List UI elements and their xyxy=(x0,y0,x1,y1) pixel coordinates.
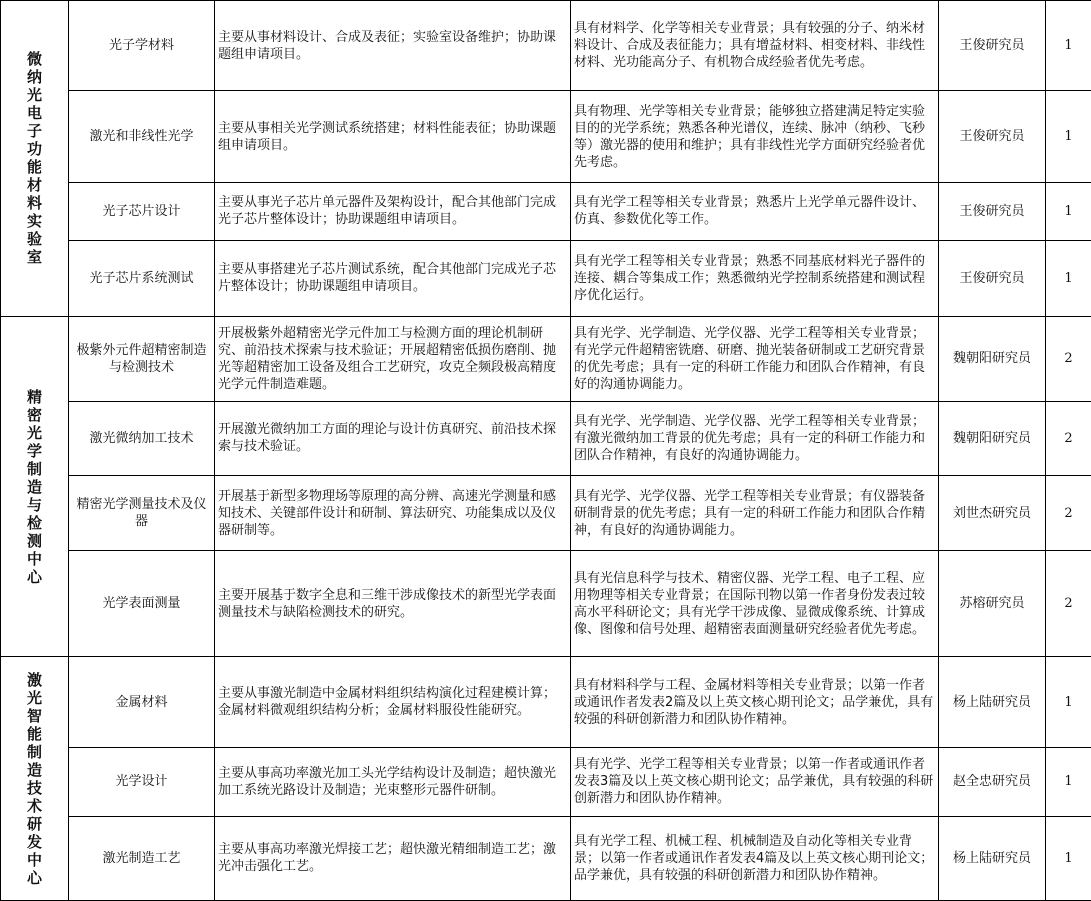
mentor-cell: 王俊研究员 xyxy=(939,91,1046,183)
headcount-cell: 2 xyxy=(1046,401,1091,475)
mentor-cell: 苏榕研究员 xyxy=(939,551,1046,657)
mentor-cell: 赵全忠研究员 xyxy=(939,747,1046,816)
headcount-cell: 1 xyxy=(1046,183,1091,240)
requirements-cell: 具有光学、光学仪器、光学工程等相关专业背景；有仪器装备研制背景的优先考虑；具有一定的科研工作能力和团队合作精神，有良好的沟通协调能力。 xyxy=(571,476,939,551)
table-row xyxy=(1,1,1091,91)
position-cell: 光学表面测量 xyxy=(69,551,215,657)
mentor-cell: 魏朝阳研究员 xyxy=(939,401,1046,475)
headcount-cell: 2 xyxy=(1046,316,1091,401)
position-cell: 光子芯片系统测试 xyxy=(69,240,215,316)
table-row xyxy=(1,91,1091,183)
headcount-cell: 1 xyxy=(1046,91,1091,183)
mentor-cell: 王俊研究员 xyxy=(939,183,1046,240)
position-cell: 激光和非线性光学 xyxy=(69,91,215,183)
headcount-cell: 1 xyxy=(1046,240,1091,316)
duties-cell: 主要从事材料设计、合成及表征；实验室设备维护；协助课题组申请项目。 xyxy=(215,1,571,91)
duties-cell: 开展基于新型多物理场等原理的高分辨、高速光学测量和感知技术、关键部件设计和研制、算法研究、功能集成以及仪器研制等。 xyxy=(215,476,571,551)
position-cell: 金属材料 xyxy=(69,657,215,747)
table-row xyxy=(1,240,1091,316)
department-cell xyxy=(1,1,69,317)
table-row xyxy=(1,551,1091,657)
duties-cell: 主要从事激光制造中金属材料组织结构演化过程建模计算；金属材料微观组织结构分析；金属材料服役性能研究。 xyxy=(215,657,571,747)
headcount-cell: 1 xyxy=(1046,816,1091,900)
position-cell: 光子学材料 xyxy=(69,1,215,91)
headcount-cell: 2 xyxy=(1046,551,1091,657)
mentor-cell: 杨上陆研究员 xyxy=(939,657,1046,747)
requirements-cell: 具有光学工程等相关专业背景；熟悉不同基底材料光子器件的连接、耦合等集成工作；熟悉微纳光学控制系统搭建和测试程序优化运行。 xyxy=(571,240,939,316)
requirements-cell: 具有光学工程、机械工程、机械制造及自动化等相关专业背景；以第一作者或通讯作者发表4篇及以上英文核心期刊论文；品学兼优，具有较强的科研创新潜力和团队协作精神。 xyxy=(571,816,939,900)
headcount-cell: 1 xyxy=(1046,747,1091,816)
duties-cell: 开展激光微纳加工方面的理论与设计仿真研究、前沿技术探索与技术验证。 xyxy=(215,401,571,475)
headcount-cell: 2 xyxy=(1046,476,1091,551)
duties-cell: 主要从事高功率激光焊接工艺；超快激光精细制造工艺；激光冲击强化工艺。 xyxy=(215,816,571,900)
requirements-cell: 具有光学工程等相关专业背景；熟悉片上光学单元器件设计、仿真、参数优化等工作。 xyxy=(571,183,939,240)
position-cell: 光学设计 xyxy=(69,747,215,816)
position-cell: 精密光学测量技术及仪器 xyxy=(69,476,215,551)
table-row xyxy=(1,657,1091,747)
table-row xyxy=(1,747,1091,816)
duties-cell: 主要从事高功率激光加工头光学结构设计及制造；超快激光加工系统光路设计及制造；光束整形元器件研制。 xyxy=(215,747,571,816)
headcount-cell: 1 xyxy=(1046,1,1091,91)
department-name: 激光智能制造技术研发中心 xyxy=(27,670,43,887)
department-cell xyxy=(1,657,69,901)
table-row xyxy=(1,401,1091,475)
requirements-cell: 具有材料科学与工程、金属材料等相关专业背景；以第一作者或通讯作者发表2篇及以上英文核心期刊论文；品学兼优，具有较强的科研创新潜力和团队协作精神。 xyxy=(571,657,939,747)
position-cell: 光子芯片设计 xyxy=(69,183,215,240)
duties-cell: 开展极紫外超精密光学元件加工与检测方面的理论机制研究、前沿技术探索与技术验证；开展超精密低损伤磨削、抛光等超精密加工设备及组合工艺研究，攻克全频段极高精度光学元件制造难题。 xyxy=(215,316,571,401)
department-name: 精密光学制造与检测中心 xyxy=(27,387,43,586)
mentor-cell: 王俊研究员 xyxy=(939,240,1046,316)
requirements-cell: 具有光学、光学工程等相关专业背景；以第一作者或通讯作者发表3篇及以上英文核心期刊论文；品学兼优，具有较强的科研创新潜力和团队协作精神。 xyxy=(571,747,939,816)
position-cell: 激光微纳加工技术 xyxy=(69,401,215,475)
mentor-cell: 魏朝阳研究员 xyxy=(939,316,1046,401)
mentor-cell: 刘世杰研究员 xyxy=(939,476,1046,551)
table-row xyxy=(1,183,1091,240)
table-row xyxy=(1,816,1091,900)
duties-cell: 主要从事相关光学测试系统搭建；材料性能表征；协助课题组申请项目。 xyxy=(215,91,571,183)
department-cell xyxy=(1,316,69,657)
requirements-cell: 具有光学、光学制造、光学仪器、光学工程等相关专业背景；有光学元件超精密铣磨、研磨、抛光装备研制或工艺研究背景的优先考虑；具有一定的科研工作能力和团队合作精神，有良好的沟通协调能力。 xyxy=(571,316,939,401)
mentor-cell: 杨上陆研究员 xyxy=(939,816,1046,900)
headcount-cell: 1 xyxy=(1046,657,1091,747)
position-cell: 极紫外元件超精密制造与检测技术 xyxy=(69,316,215,401)
position-cell: 激光制造工艺 xyxy=(69,816,215,900)
table-body xyxy=(1,1,1091,901)
mentor-cell: 王俊研究员 xyxy=(939,1,1046,91)
duties-cell: 主要从事搭建光子芯片测试系统，配合其他部门完成光子芯片整体设计；协助课题组申请项目。 xyxy=(215,240,571,316)
duties-cell: 主要开展基于数字全息和三维干涉成像技术的新型光学表面测量技术与缺陷检测技术的研究。 xyxy=(215,551,571,657)
requirements-cell: 具有材料学、化学等相关专业背景；具有较强的分子、纳米材料设计、合成及表征能力；具有增益材料、相变材料、非线性材料、光功能高分子、有机物合成经验者优先考虑。 xyxy=(571,1,939,91)
department-name: 微纳光电子功能材料实验室 xyxy=(27,50,43,267)
table-row xyxy=(1,316,1091,401)
requirements-cell: 具有光信息科学与技术、精密仪器、光学工程、电子工程、应用物理等相关专业背景；在国际刊物以第一作者身份发表过较高水平科研论文；具有光学干涉成像、显微成像系统、计算成像、图像和信号处理、超精密表面测量研究经验者优先考虑。 xyxy=(571,551,939,657)
requirements-cell: 具有物理、光学等相关专业背景；能够独立搭建满足特定实验目的的光学系统；熟悉各种光谱仪，连续、脉冲（纳秒、飞秒等）激光器的使用和维护；具有非线性光学方面研究经验者优先考虑。 xyxy=(571,91,939,183)
duties-cell: 主要从事光子芯片单元器件及架构设计，配合其他部门完成光子芯片整体设计；协助课题组申请项目。 xyxy=(215,183,571,240)
table-row xyxy=(1,476,1091,551)
requirements-cell: 具有光学、光学制造、光学仪器、光学工程等相关专业背景；有激光微纳加工背景的优先考虑；具有一定的科研工作能力和团队合作精神，有良好的沟通协调能力。 xyxy=(571,401,939,475)
